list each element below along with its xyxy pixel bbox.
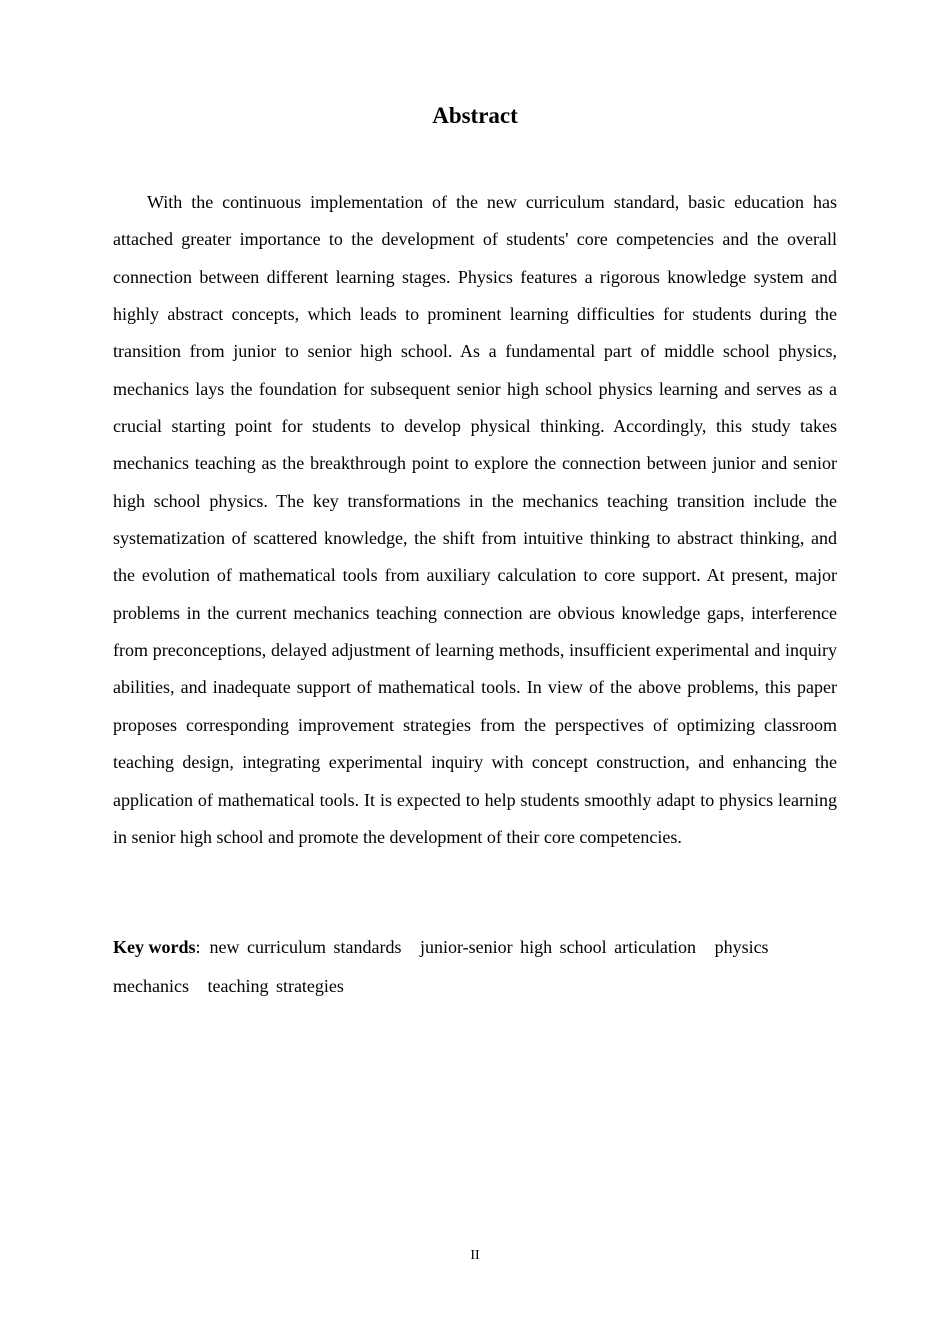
keyword-item: physics bbox=[714, 937, 769, 957]
keyword-item: teaching strategies bbox=[207, 976, 344, 996]
keywords-separator: : bbox=[195, 937, 201, 957]
abstract-paragraph: With the continuous implementation of the new curriculum standard, basic education has attached greater importance to the development of students' core competencies and the overall connection between different learning stages. Physics features a rigorous knowledge system and highly abstract concepts, which leads to prominent learning difficulties for students during the transition from junior to senior high school. As a fundamental part of middle school physics, mechanics lays the foundation for subsequent senior high school physics learning and serves as a crucial starting point for students to develop physical thinking. Accordingly, this study takes mechanics teaching as the breakthrough point to explore the connection between junior and senior high school physics. The key transformations in the mechanics teaching transition include the systematization of scattered knowledge, the shift from intuitive thinking to abstract thinking, and the evolution of mathematical tools from auxiliary calculation to core support. At present, major problems in the current mechanics teaching connection are obvious knowledge gaps, interference from preconceptions, delayed adjustment of learning methods, insufficient experimental and inquiry abilities, and inadequate support of mathematical tools. In view of the above problems, this paper proposes corresponding improvement strategies from the perspectives of optimizing classroom teaching design, integrating experimental inquiry with concept construction, and enhancing the application of mathematical tools. It is expected to help students smoothly adapt to physics learning in senior high school and promote the development of their core competencies. bbox=[113, 192, 837, 847]
keyword-item: mechanics bbox=[113, 976, 189, 996]
page-number: II bbox=[470, 1248, 480, 1263]
abstract-title: Abstract bbox=[432, 103, 518, 128]
keywords-section bbox=[113, 928, 837, 1006]
keywords-label: Key words bbox=[113, 937, 196, 957]
keyword-item: new curriculum standards bbox=[209, 937, 402, 957]
keyword-item: junior-senior high school articulation bbox=[419, 937, 697, 957]
